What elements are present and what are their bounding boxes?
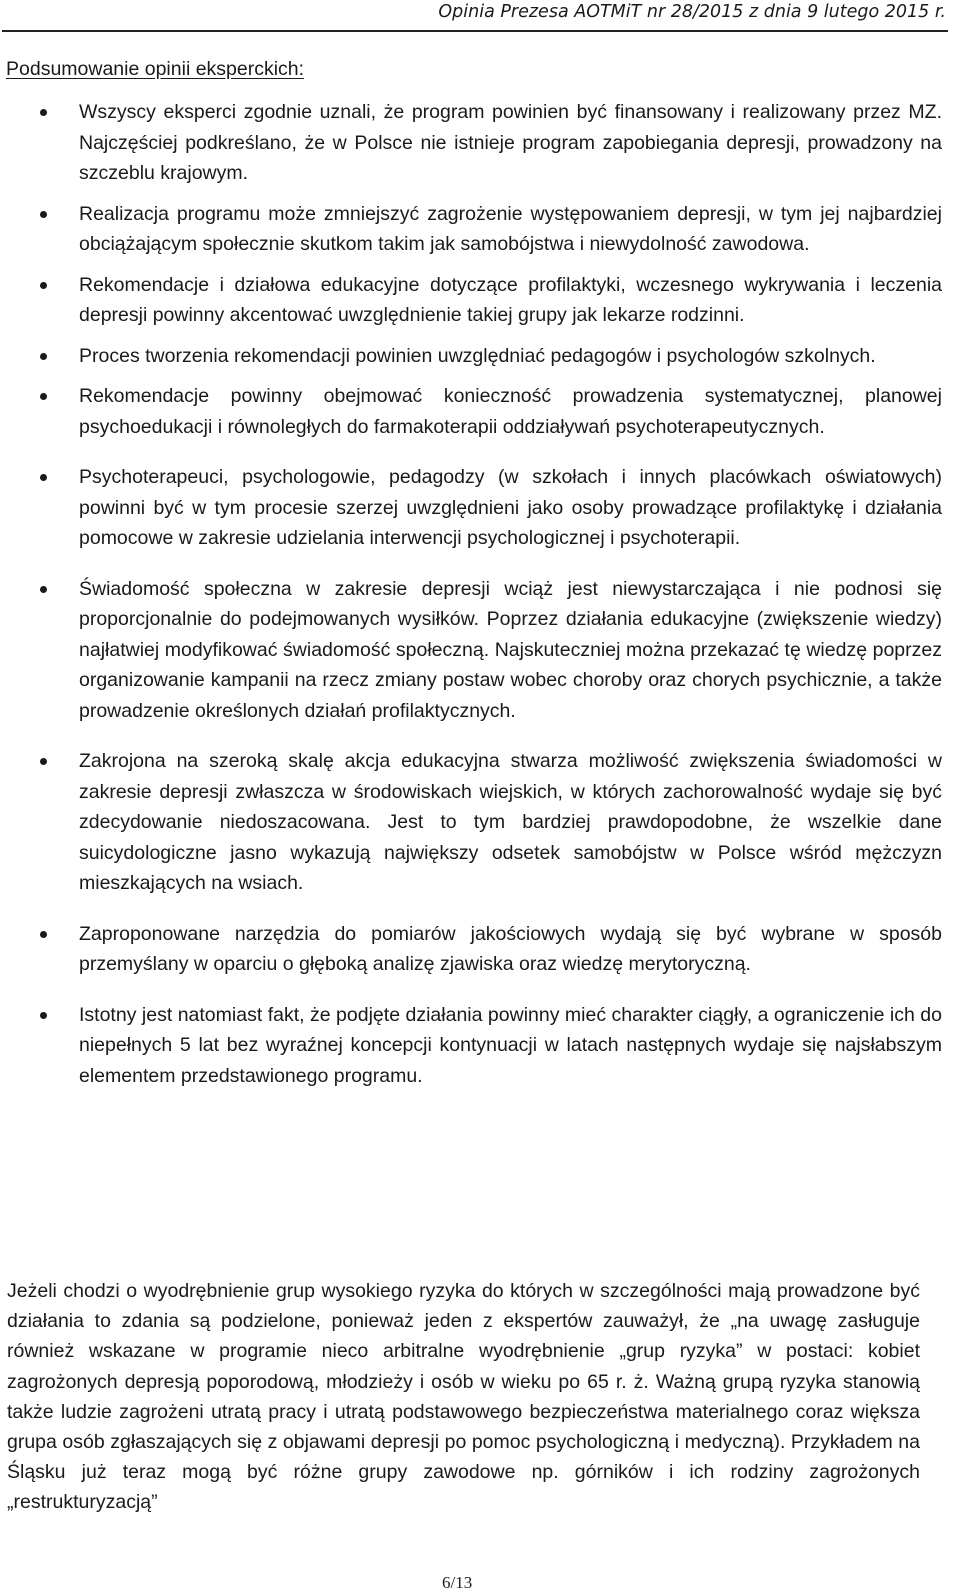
list-item-text: Zaproponowane narzędzia do pomiarów jakościowych wydają się być wybrane w sposób przemyślany w oparciu o głęboką analizę zjawiska oraz wiedzę merytoryczną. bbox=[79, 922, 942, 975]
bullet-icon bbox=[40, 109, 47, 116]
page-number: 6/13 bbox=[442, 1573, 473, 1592]
list-item bbox=[79, 97, 942, 189]
list-item bbox=[79, 746, 942, 899]
bullet-icon bbox=[40, 353, 47, 360]
list-item-text: Rekomendacje i działowa edukacyjne dotyczące profilaktyki, wczesnego wykrywania i leczenia depresji powinny akcentować uwzględnienie takiej grupy jak lekarze rodzinni. bbox=[79, 273, 942, 326]
list-item bbox=[79, 1000, 942, 1092]
bullet-icon bbox=[40, 1012, 47, 1019]
list-item bbox=[79, 199, 942, 260]
list-item-text: Zakrojona na szeroką skalę akcja edukacyjna stwarza możliwość zwiększenia świadomości w zakresie depresji zwłaszcza w środowiskach wiejskich, w których zachorowalność wydaje się być zdecydowanie niedoszacowana. Jest to tym bardziej prawdopodobne, że wszelkie dane suicydologiczne jasno wykazują największy odsetek samobójstw w Polsce wśród mężczyzn mieszkających na wsiach. bbox=[79, 750, 942, 894]
bullet-icon bbox=[40, 758, 47, 765]
list-item bbox=[79, 574, 942, 727]
list-item-text: Wszyscy eksperci zgodnie uznali, że program powinien być finansowany i realizowany przez MZ. Najczęściej podkreślano, że w Polsce nie istnieje program zapobiegania depresji, prowadzony na szczeblu krajowym. bbox=[79, 101, 942, 184]
bullet-icon bbox=[40, 586, 47, 593]
list-item-text: Świadomość społeczna w zakresie depresji wciąż jest niewystarczająca i nie podnosi się proporcjonalnie do podejmowanych wysiłków. Poprzez działania edukacyjne (zwiększenie wiedzy) najłatwiej modyfikować świadomość społeczną. Najskuteczniej można przekazać tę wiedzę poprzez organizowanie kampanii na rzecz zmiany postaw wobec choroby oraz chorych psychicznie, a także prowadzenie określonych działań profilaktycznych. bbox=[79, 577, 942, 722]
list-item bbox=[79, 919, 942, 980]
bullet-icon bbox=[40, 931, 47, 938]
list-item-text: Psychoterapeuci, psychologowie, pedagodzy (w szkołach i innych placówkach oświatowych) powinni być w tym procesie szerzej uwzględnieni jako osoby prowadzące profilaktykę i działania pomocowe w zakresie udzielania interwencji psychologicznej i psychoterapii. bbox=[79, 466, 942, 549]
expert-opinion-list bbox=[79, 97, 942, 1101]
bullet-icon bbox=[40, 282, 47, 289]
bullet-icon bbox=[40, 393, 47, 400]
bullet-icon bbox=[40, 474, 47, 481]
bullet-icon bbox=[40, 211, 47, 218]
list-item-text: Istotny jest natomiast fakt, że podjęte działania powinny mieć charakter ciągły, a ograniczenie ich do niepełnych 5 lat bez wyraźnej koncepcji kontynuacji w latach następnych wydaje się najsłabszym elementem przedstawionego programu. bbox=[79, 1003, 942, 1087]
list-item bbox=[79, 341, 942, 372]
page-header: Opinia Prezesa AOTMiT nr 28/2015 z dnia 9 lutego 2015 r. bbox=[438, 2, 946, 22]
list-item-text: Realizacja programu może zmniejszyć zagrożenie występowaniem depresji, w tym jej najbardziej obciążającym społecznie skutkom takim jak samobójstwa i niewydolność zawodowa. bbox=[79, 202, 942, 255]
list-item-text: Rekomendacje powinny obejmować konieczność prowadzenia systematycznej, planowej psychoedukacji i równoległych do farmakoterapii oddziaływań psychoterapeutycznych. bbox=[79, 385, 942, 438]
list-item-text: Proces tworzenia rekomendacji powinien uwzględniać pedagogów i psychologów szkolnych. bbox=[79, 344, 876, 367]
list-item bbox=[79, 381, 942, 442]
header-divider bbox=[2, 30, 948, 32]
list-item bbox=[79, 270, 942, 331]
list-item bbox=[79, 462, 942, 554]
body-paragraph: Jeżeli chodzi o wyodrębnienie grup wysokiego ryzyka do których w szczególności mają prowadzone być działania to zdania są podzielone, ponieważ jeden z ekspertów zauważył, że „na uwagę zasługuje również wskazane w programie nieco arbitralne wyodrębnienie „grup ryzyka” w postaci: kobiet zagrożonych depresją poporodową, młodzieży i osób w wieku po 65 r. ż. Ważną grupą ryzyka stanowią także ludzie zagrożeni utratą pracy i utratą podstawowego bezpieczeństwa materialnego coraz większa grupa osób zgłaszających się z objawami depresji po pomoc psychologiczną i medyczną). Przykładem na Śląsku już teraz mogą być różne grupy zawodowe np. górników i ich rodziny zagrożonych „restrukturyzacją” bbox=[7, 1280, 920, 1514]
section-title: Podsumowanie opinii eksperckich: bbox=[6, 58, 305, 80]
